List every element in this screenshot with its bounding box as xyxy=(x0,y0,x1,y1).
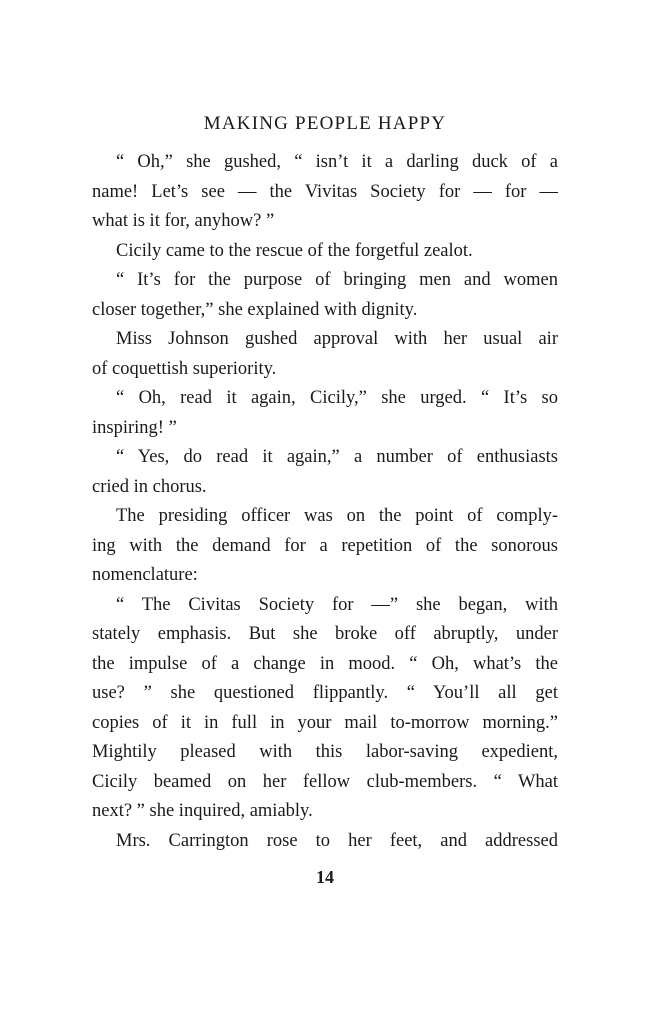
text-line: The presiding officer was on the point of comply- xyxy=(116,506,558,526)
text-line: what is it for, anyhow? ” xyxy=(92,211,275,231)
text-line: cried in chorus. xyxy=(92,476,207,497)
text-line: nomenclature: xyxy=(92,565,198,585)
text-line: “ Oh, read it again, Cicily,” she urged. “ It’s so xyxy=(116,388,558,408)
text-line: “ Yes, do read it again,” a number of enthusiasts xyxy=(116,447,558,467)
text-line: use? ” she questioned flippantly. “ You’ll all get xyxy=(92,683,558,703)
text-line: Cicily came to the rescue of the forgetful zealot. xyxy=(116,240,473,261)
text-line: stately emphasis. But she broke off abruptly, under xyxy=(92,624,558,644)
text-line: next? ” she inquired, amiably. xyxy=(92,801,313,821)
text-line: “ The Civitas Society for —” she began, with xyxy=(116,594,558,615)
text-line: the impulse of a change in mood. “ Oh, what’s the xyxy=(92,653,558,674)
running-head: MAKING PEOPLE HAPPY xyxy=(203,113,447,134)
text-line: “ Oh,” she gushed, “ isn’t it a darling duck of a xyxy=(116,152,558,172)
text-line: “ It’s for the purpose of bringing men and women xyxy=(116,270,558,290)
text-line: closer together,” she explained with dignity. xyxy=(92,299,418,320)
text-line: Mrs. Carrington rose to her feet, and addressed xyxy=(116,830,558,851)
page-number: 14 xyxy=(316,867,334,887)
text-line: Cicily beamed on her fellow club-members. “ What xyxy=(92,771,558,792)
body-text xyxy=(92,148,558,856)
text-line: copies of it in full in your mail to-morrow morning.” xyxy=(92,712,558,733)
text-line: Mightily pleased with this labor-saving expedient, xyxy=(92,742,558,762)
text-line: of coquettish superiority. xyxy=(92,358,277,379)
text-line: inspiring! ” xyxy=(92,417,177,438)
text-line: name! Let’s see — the Vivitas Society for — for — xyxy=(92,181,558,202)
text-line: Miss Johnson gushed approval with her usual air xyxy=(116,329,558,349)
text-line: ing with the demand for a repetition of the sonorous xyxy=(92,535,558,556)
